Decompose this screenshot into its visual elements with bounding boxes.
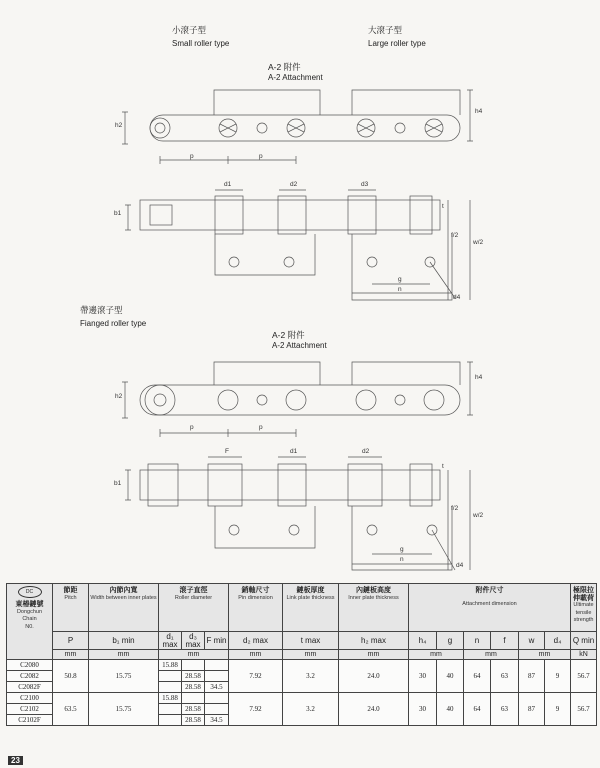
chain-no-header: DC 東椿鏈號 Dongchun Chain N0. bbox=[7, 584, 53, 660]
attachment-plate-2 bbox=[352, 90, 460, 115]
chain-top-outline bbox=[140, 200, 440, 230]
large-roller-title-en: Large roller type bbox=[368, 39, 426, 48]
top-technical-drawing bbox=[0, 0, 600, 310]
dim-n-top: n bbox=[398, 286, 402, 293]
dim-p1-bottom: p bbox=[190, 424, 194, 431]
dim-d4-bottom: d4 bbox=[456, 562, 464, 569]
dim-b1-top: b1 bbox=[114, 210, 122, 217]
flanged-roller-title-en: Fianged roller type bbox=[80, 319, 147, 328]
dim-f2-top: f/2 bbox=[451, 232, 459, 239]
dim-g-top: g bbox=[398, 276, 402, 283]
table-row: C2082 28.58 bbox=[7, 671, 597, 682]
dim-p1-top: p bbox=[190, 153, 194, 160]
flanged-chain-top-outline bbox=[140, 470, 440, 500]
dim-t-bottom: t bbox=[442, 463, 444, 470]
dim-d1-top: d1 bbox=[224, 181, 232, 188]
dim-d3-top: d3 bbox=[361, 181, 369, 188]
dim-p2-top: p bbox=[259, 153, 263, 160]
attachment-lower-1 bbox=[215, 234, 315, 275]
header-link-plate: 鏈板厚度 Link plate thickness bbox=[283, 584, 339, 632]
flanged-chain-side-outline bbox=[140, 385, 460, 415]
header-inner-plate: 內鏈板高度 Inner plate thickness bbox=[339, 584, 409, 632]
table-header-row bbox=[7, 584, 597, 632]
attachment-lower-2 bbox=[352, 234, 452, 300]
table-row: C2100 63.5 15.75 15.88 7.92 3.2 24.0 30 40 64 63 87 9 56.7 bbox=[7, 693, 597, 704]
header-pin: 銷軸尺寸 Pin dimension bbox=[229, 584, 283, 632]
attachment-bottom-title-cn: A-2 附件 bbox=[272, 330, 305, 340]
header-width: 內節內寬 Width between inner plates bbox=[89, 584, 159, 632]
small-roller-title-cn: 小滾子型 bbox=[172, 25, 207, 35]
dim-p2-bottom: p bbox=[259, 424, 263, 431]
small-roller-title-en: Small roller type bbox=[172, 39, 230, 48]
attachment-bottom-title-en: A-2 Attachment bbox=[272, 341, 327, 350]
dim-d1-bottom: d1 bbox=[290, 448, 298, 455]
header-roller: 滾子直徑 Roller diameter bbox=[159, 584, 229, 632]
spec-table bbox=[6, 583, 597, 726]
dim-h4-bottom: h4 bbox=[475, 374, 483, 381]
attachment-plate-1 bbox=[214, 90, 320, 115]
dim-d4-top: d4 bbox=[453, 294, 461, 301]
dim-g-bottom: g bbox=[400, 546, 404, 553]
dim-h2-bottom: h2 bbox=[115, 393, 123, 400]
dim-n-bottom: n bbox=[400, 556, 404, 563]
dim-d2-bottom: d2 bbox=[362, 448, 370, 455]
table-symbol-row: P b₁ min d₁ max d₃ max F min d₂ max t max h₂ max h₄ g n f w d₄ Q min bbox=[7, 632, 597, 650]
logo-icon: DC bbox=[18, 586, 42, 598]
dim-t-top: t bbox=[442, 203, 444, 210]
dim-f2-bottom: f/2 bbox=[451, 505, 459, 512]
dim-h4-top: h4 bbox=[475, 108, 483, 115]
dim-w2-bottom: w/2 bbox=[473, 512, 484, 519]
attachment-top-title-cn: A-2 附件 bbox=[268, 62, 301, 72]
dim-d2-top: d2 bbox=[290, 181, 298, 188]
dim-b1-bottom: b1 bbox=[114, 480, 122, 487]
header-tensile: 極限拉伸載荷 Ultimate tensile strength bbox=[571, 584, 597, 632]
large-roller-title-cn: 大滾子型 bbox=[368, 25, 403, 35]
flanged-roller-title-cn: 帶邊滾子型 bbox=[80, 305, 123, 315]
bottom-technical-drawing bbox=[0, 340, 600, 580]
table-row: C2102F 28.58 34.5 bbox=[7, 715, 597, 726]
dim-h2-top: h2 bbox=[115, 122, 123, 129]
attachment-top-title-en: A-2 Attachment bbox=[268, 73, 323, 82]
table-row: C2082F 28.58 34.5 bbox=[7, 682, 597, 693]
header-attachment: 附件尺寸 Attachment dimension bbox=[409, 584, 571, 632]
table-row: C2102 28.58 bbox=[7, 704, 597, 715]
table-row: C2080 50.8 15.75 15.88 7.92 3.2 24.0 30 40 64 63 87 9 56.7 bbox=[7, 660, 597, 671]
page-number: 23 bbox=[8, 756, 23, 765]
dim-w2-top: w/2 bbox=[473, 239, 484, 246]
dim-F-bottom: F bbox=[225, 448, 229, 455]
header-pitch: 節距 Pitch bbox=[53, 584, 89, 632]
table-unit-row: mm mm mm mm mm mm mm mm mm kN bbox=[7, 650, 597, 660]
